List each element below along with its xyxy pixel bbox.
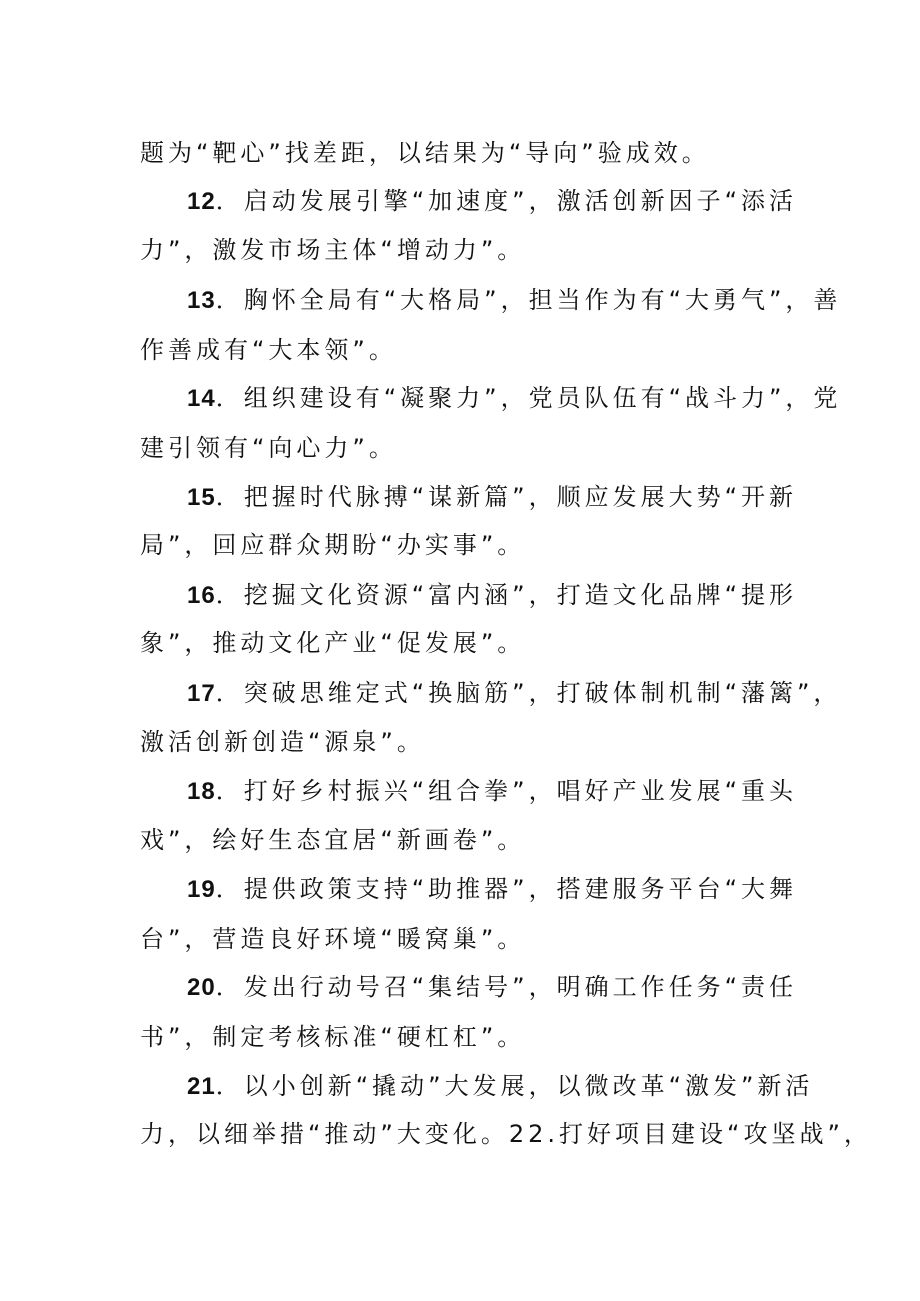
line-text: ．以小创新“撬动”大发展，以微改革“激发”新活 <box>215 1072 814 1100</box>
item-number: 12 <box>187 188 216 215</box>
line-text: ．胸怀全局有“大格局”，担当作为有“大勇气”，善 <box>215 286 842 314</box>
list-item-first-line <box>187 771 827 811</box>
text-line <box>140 623 780 663</box>
line-text: ．组织建设有“凝聚力”，党员队伍有“战斗力”，党 <box>215 384 842 412</box>
line-text: 作善成有“大本领”。 <box>140 336 397 364</box>
text-line <box>140 230 780 270</box>
item-number: 20 <box>187 974 216 1001</box>
text-line <box>140 428 780 468</box>
line-text: 力，以细举措“推动”大变化。22.打好项目建设“攻坚战”， <box>140 1120 872 1148</box>
line-text: ．突破思维定式“换脑筋”，打破体制机制“藩篱”， <box>215 679 842 707</box>
item-number: 16 <box>187 582 216 609</box>
line-text: ．发出行动号召“集结号”，明确工作任务“责任 <box>215 973 798 1001</box>
line-text: 戏”，绘好生态宜居“新画卷”。 <box>140 826 526 854</box>
item-number: 18 <box>187 778 216 805</box>
item-number: 17 <box>187 680 216 707</box>
text-line <box>140 1017 780 1057</box>
list-item-first-line <box>187 1066 827 1106</box>
text-line <box>140 525 780 565</box>
text-line <box>140 1114 872 1154</box>
item-number: 15 <box>187 484 216 511</box>
list-item-first-line <box>187 967 827 1007</box>
text-line <box>140 919 780 959</box>
line-text: ．提供政策支持“助推器”，搭建服务平台“大舞 <box>215 875 798 903</box>
line-text: ．挖掘文化资源“富内涵”，打造文化品牌“提形 <box>215 581 798 609</box>
line-text: ．打好乡村振兴“组合拳”，唱好产业发展“重头 <box>215 777 798 805</box>
list-item-first-line <box>187 280 842 320</box>
line-text: 象”，推动文化产业“促发展”。 <box>140 629 526 657</box>
line-text: 激活创新创造“源泉”。 <box>140 728 425 756</box>
text-line <box>140 330 780 370</box>
list-item-first-line <box>187 869 827 909</box>
item-number: 21 <box>187 1073 216 1100</box>
line-text: ．启动发展引擎“加速度”，激活创新因子“添活 <box>215 187 798 215</box>
item-number: 14 <box>187 385 216 412</box>
list-item-first-line <box>187 673 842 713</box>
line-text: 书”，制定考核标准“硬杠杠”。 <box>140 1023 526 1051</box>
list-item-first-line <box>187 477 827 517</box>
item-number: 19 <box>187 876 216 903</box>
line-text: 力”，激发市场主体“增动力”。 <box>140 236 526 264</box>
item-number: 13 <box>187 287 216 314</box>
line-text: 题为“靶心”找差距，以结果为“导向”验成效。 <box>140 139 710 167</box>
list-item-first-line <box>187 181 827 221</box>
list-item-first-line <box>187 575 827 615</box>
list-item-first-line <box>187 378 842 418</box>
text-line <box>140 133 780 173</box>
line-text: ．把握时代脉搏“谋新篇”，顺应发展大势“开新 <box>215 483 798 511</box>
text-line <box>140 722 780 762</box>
text-line <box>140 820 780 860</box>
line-text: 局”，回应群众期盼“办实事”。 <box>140 531 526 559</box>
line-text: 建引领有“向心力”。 <box>140 434 397 462</box>
line-text: 台”，营造良好环境“暖窝巢”。 <box>140 925 526 953</box>
